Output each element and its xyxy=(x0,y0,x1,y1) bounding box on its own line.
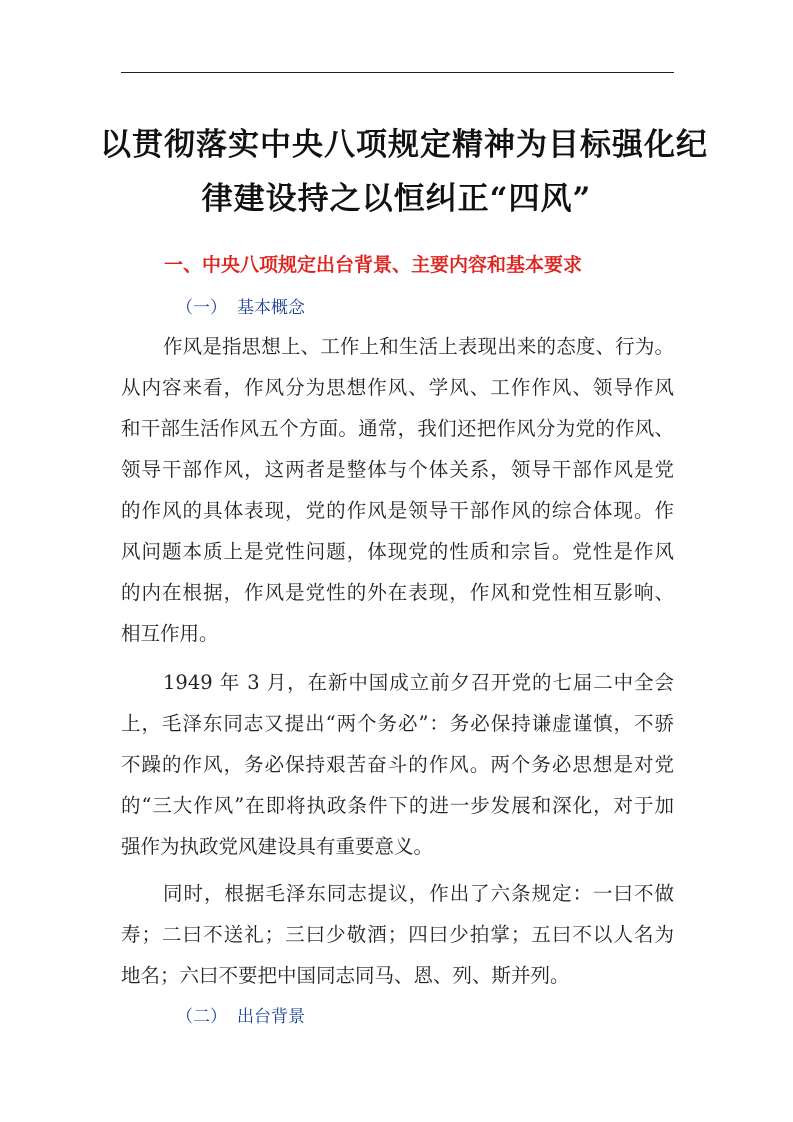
section-heading: 一、中央八项规定出台背景、主要内容和基本要求 xyxy=(164,254,583,276)
text-line: 的作风的具体表现，党的作风是领导干部作风的综合体现。作 xyxy=(121,499,674,522)
paragraph-2 xyxy=(121,662,674,867)
text-line: 上，毛泽东同志又提出“两个务必”：务必保持谦虚谨慎，不骄 xyxy=(121,712,674,735)
text-line: 1949 年 3 月，在新中国成立前夕召开党的七届二中全会 xyxy=(163,671,674,694)
paragraph-3 xyxy=(121,873,674,996)
subheading-text: 出台背景 xyxy=(237,1007,305,1027)
subheading-background xyxy=(176,1002,305,1027)
subheading-basic-concept xyxy=(176,293,305,318)
text-line: 的内在根据，作风是党性的外在表现，作风和党性相互影响、 xyxy=(121,581,674,604)
text-line: 风问题本质上是党性问题，体现党的性质和宗旨。党性是作风 xyxy=(121,540,674,563)
text-line: 相互作用。 xyxy=(121,622,219,645)
paragraph-1 xyxy=(121,326,674,654)
text-line: 和干部生活作风五个方面。通常，我们还把作风分为党的作风、 xyxy=(121,417,674,440)
text-line: 的“三大作风”在即将执政条件下的进一步发展和深化，对于加 xyxy=(121,794,674,817)
text-line: 强作为执政党风建设具有重要意义。 xyxy=(121,835,434,858)
title-line: 以贯彻落实中央八项规定精神为目标强化纪 xyxy=(100,127,708,163)
document-title xyxy=(100,118,708,226)
text-line: 不躁的作风，务必保持艰苦奋斗的作风。两个务必思想是对党 xyxy=(121,753,674,776)
subheading-text: 基本概念 xyxy=(237,298,305,318)
text-line: 地名；六曰不要把中国同志同马、恩、列、斯并列。 xyxy=(121,964,570,987)
header-rule xyxy=(121,72,674,73)
text-line: 从内容来看，作风分为思想作风、学风、工作作风、领导作风 xyxy=(121,376,674,399)
subheading-number: （一） xyxy=(176,298,227,318)
text-line: 同时，根据毛泽东同志提议，作出了六条规定：一曰不做 xyxy=(163,882,674,905)
subheading-number: （二） xyxy=(176,1007,227,1027)
text-line: 作风是指思想上、工作上和生活上表现出来的态度、行为。 xyxy=(163,335,674,358)
title-line: 律建设持之以恒纠正“四风” xyxy=(201,181,592,217)
text-line: 领导干部作风，这两者是整体与个体关系，领导干部作风是党 xyxy=(121,458,674,481)
text-line: 寿；二曰不送礼；三曰少敬酒；四曰少拍掌；五曰不以人名为 xyxy=(121,923,674,946)
